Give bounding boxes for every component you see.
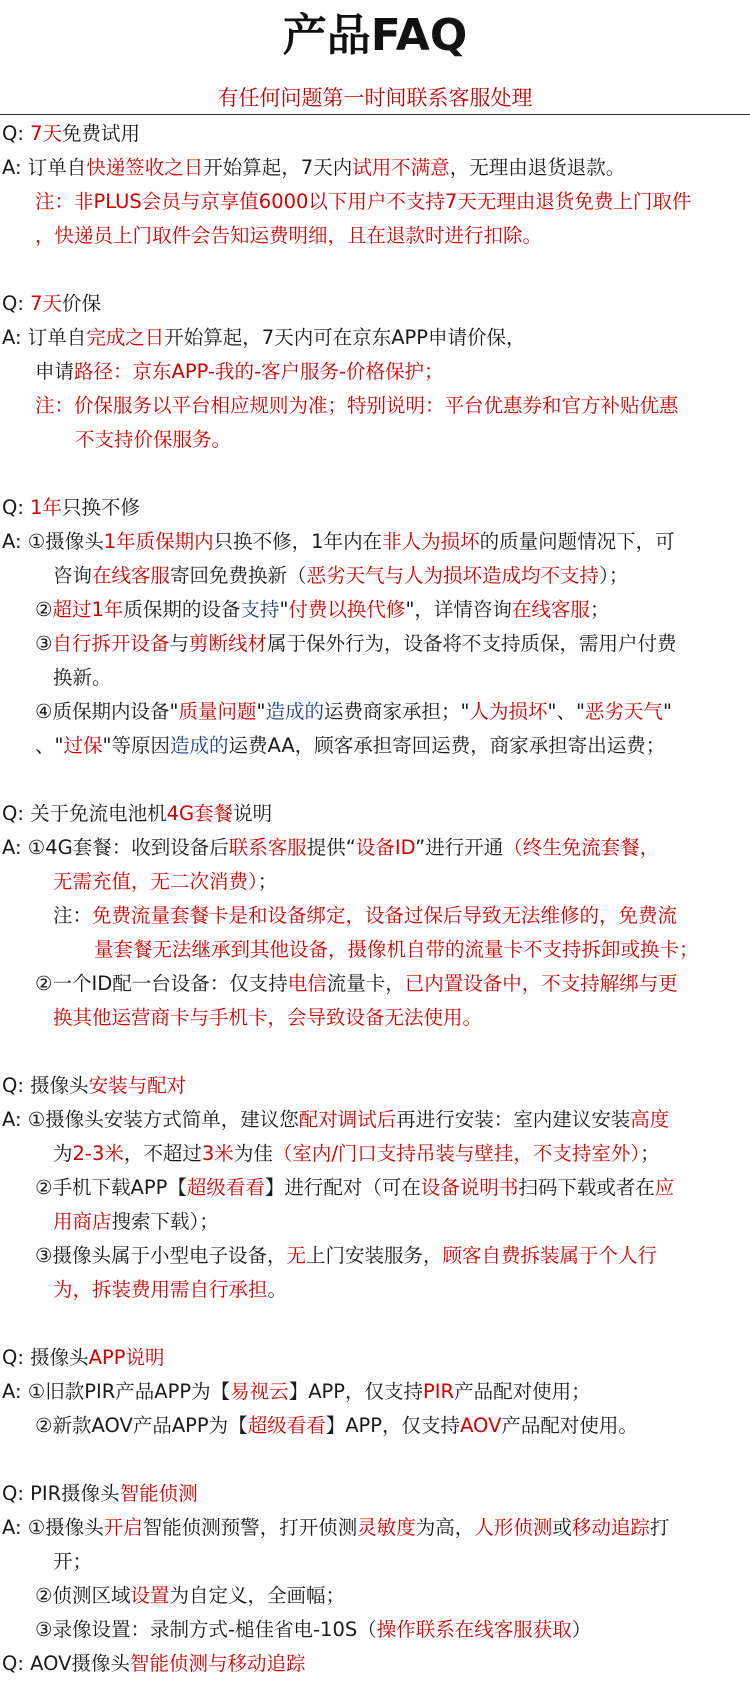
faq-line [0, 287, 740, 321]
page-subtitle: 有任何问题第一时间联系客服处理 [217, 86, 533, 110]
highlight-text: 灵敏度 [357, 1516, 416, 1539]
highlight-text: 在线客服 [511, 598, 590, 621]
highlight-text: 为，拆装费用需自行承担 [53, 1278, 268, 1301]
faq-text: 智能侦测预警，打开侦测 [142, 1516, 358, 1539]
faq-line [0, 355, 740, 389]
faq-line [0, 1375, 740, 1409]
faq-line [0, 899, 740, 933]
highlight-text: 应 [654, 1176, 675, 1199]
faq-text: "等原因 [102, 734, 170, 757]
spacer [0, 1307, 740, 1341]
faq-text: Q: 摄像头 [2, 1346, 89, 1369]
faq-text: " [662, 700, 672, 723]
faq-text: ） [571, 1618, 592, 1641]
faq-line [0, 1341, 740, 1375]
faq-text: ； [589, 598, 610, 621]
faq-line [0, 151, 740, 185]
faq-text: ③录像设置：录制方式-槌佳省电-10S（ [35, 1618, 377, 1641]
highlight-text: 7天 [30, 292, 63, 315]
faq-text: 开； [53, 1550, 93, 1573]
faq-line [0, 729, 740, 763]
highlight-text: 在线客服 [92, 564, 171, 587]
faq-text: ③摄像头属于小型电子设备， [35, 1244, 287, 1267]
highlight-text: 试用不满意 [352, 156, 450, 179]
highlight-text: PIR [423, 1380, 455, 1403]
faq-text: 只换不修 [62, 496, 141, 519]
accent-text: 支持 [240, 598, 280, 621]
highlight-text: 注：价保服务以平台相应规则为准；特别说明：平台优惠券和官方补贴优惠 [35, 394, 679, 417]
faq-text: 再进行安装：室内建议安装 [396, 1108, 631, 1131]
spacer [0, 457, 740, 491]
faq-text: A: ①摄像头安装方式简单，建议您 [2, 1108, 299, 1131]
faq-text: 提供“ [306, 836, 356, 859]
faq-line [0, 491, 740, 525]
faq-text: ②侦测区域 [35, 1584, 131, 1607]
highlight-text: 路径：京东APP-我的-客户服务-价格保护； [74, 360, 444, 383]
faq-text: A: 订单自 [2, 156, 87, 179]
faq-text: ②手机下载APP【 [35, 1176, 187, 1199]
highlight-text: 设备ID [355, 836, 416, 859]
faq-text: 咨询 [53, 564, 93, 587]
highlight-text: 恶劣天气与人为损坏造成均不支持 [306, 564, 600, 587]
highlight-text: 3米 [201, 1142, 234, 1165]
faq-line [0, 1069, 740, 1103]
highlight-text: 不支持价保服务。 [75, 428, 232, 451]
faq-line [0, 1001, 740, 1035]
highlight-text: 智能侦测与移动追踪 [129, 1652, 306, 1675]
faq-text: ，不超过 [123, 1142, 202, 1165]
faq-line [0, 423, 740, 457]
faq-text: 为高， [415, 1516, 475, 1539]
faq-line [0, 1613, 740, 1647]
faq-line [0, 321, 740, 355]
faq-text: 质保期的设备 [123, 598, 241, 621]
faq-text: 打 [649, 1516, 670, 1539]
highlight-text: 4G套餐 [166, 802, 234, 825]
highlight-text: 配对调试后 [298, 1108, 397, 1131]
faq-text: ②新款AOV产品APP为【 [35, 1414, 248, 1437]
faq-line [0, 117, 740, 151]
faq-text: 运费商家承担；" [323, 700, 470, 723]
highlight-text: 联系客服 [228, 836, 307, 859]
faq-text: 、" [35, 734, 64, 757]
faq-line [0, 933, 740, 967]
faq-line [0, 1103, 740, 1137]
faq-line [0, 797, 740, 831]
faq-text: Q: [2, 292, 31, 315]
faq-line [0, 1409, 740, 1443]
faq-text: A: ①摄像头 [2, 1516, 104, 1539]
faq-line [0, 559, 740, 593]
highlight-text: 剪断线材 [189, 632, 268, 655]
faq-text: Q: [2, 496, 31, 519]
faq-text: ③ [35, 632, 53, 655]
faq-text: 寄回免费换新（ [170, 564, 307, 587]
faq-text: " [256, 700, 266, 723]
faq-line [0, 1273, 740, 1307]
faq-line [0, 1545, 740, 1579]
faq-text: 换新。 [53, 666, 112, 689]
highlight-text: 操作联系在线客服获取 [376, 1618, 572, 1641]
faq-text: 运费AA，顾客承担寄回运费，商家承担寄出运费； [228, 734, 666, 757]
highlight-text: 超过1年 [52, 598, 124, 621]
highlight-text: 非人为损坏 [382, 530, 480, 553]
highlight-text: 过保 [63, 734, 103, 757]
highlight-text: 质量问题 [178, 700, 257, 723]
highlight-text: 电信 [287, 972, 327, 995]
highlight-text: 智能侦测 [119, 1482, 198, 1505]
faq-line [0, 627, 740, 661]
faq-line [0, 865, 740, 899]
highlight-text: 免费流量套餐卡是和设备绑定，设备过保后导致无法维修的，免费流 [92, 904, 678, 927]
accent-text: 造成的 [169, 734, 229, 757]
faq-text: 为 [53, 1142, 73, 1165]
faq-text: 或 [552, 1516, 572, 1539]
faq-text: 开始算起，7天内可在京东APP申请价保， [164, 326, 526, 349]
faq-text: Q: 关于免流电池机 [2, 802, 167, 825]
faq-text: 】APP，仅支持 [325, 1414, 461, 1437]
faq-text: " [279, 598, 289, 621]
faq-text: 。 [267, 1278, 288, 1301]
faq-line [0, 1477, 740, 1511]
highlight-text: 移动追踪 [571, 1516, 650, 1539]
faq-text: 注： [53, 904, 93, 927]
highlight-text: （室内/门口支持吊装与壁挂，不支持室外） [272, 1142, 641, 1165]
spacer [0, 253, 740, 287]
highlight-text: APP说明 [88, 1346, 165, 1369]
faq-text: 为佳 [233, 1142, 273, 1165]
faq-text: "，详情咨询 [405, 598, 512, 621]
accent-text: 造成的 [265, 700, 324, 723]
faq-text: 上门安装服务， [306, 1244, 443, 1267]
faq-text: Q: AOV摄像头 [2, 1652, 130, 1675]
faq-line [0, 1205, 740, 1239]
faq-line [0, 695, 740, 729]
faq-line [0, 593, 740, 627]
faq-line [0, 1239, 740, 1273]
highlight-text: 量套餐无法继承到其他设备，摄像机自带的流量卡不支持拆卸或换卡； [94, 938, 699, 961]
spacer [0, 1035, 740, 1069]
faq-line [0, 525, 740, 559]
highlight-text: 易视云 [230, 1380, 289, 1403]
highlight-text: 快递签收之日 [86, 156, 204, 179]
highlight-text: 超级看看 [247, 1414, 326, 1437]
spacer [0, 1443, 740, 1477]
faq-text: ②一个ID配一台设备：仅支持 [35, 972, 288, 995]
highlight-text: 付费以换代修 [288, 598, 406, 621]
faq-text: 申请 [35, 360, 75, 383]
faq-text: 只换不修，1年内在 [213, 530, 383, 553]
highlight-text: 注：非PLUS会员与京享值6000以下用户不支持7天无理由退货免费上门取件 [35, 190, 692, 213]
highlight-text: 设备说明书 [420, 1176, 519, 1199]
highlight-text: 无需充值，无二次消费） [53, 870, 258, 893]
page-title: 产品FAQ [282, 10, 468, 61]
faq-text: A: ①旧款PIR产品APP为【 [2, 1380, 231, 1403]
faq-text: ，无理由退货退款。 [449, 156, 626, 179]
faq-content [0, 115, 750, 1681]
faq-text: 产品配对使用； [454, 1380, 591, 1403]
faq-line [0, 185, 740, 219]
highlight-text: 顾客自费拆装属于个人行 [442, 1244, 658, 1267]
highlight-text: （终生免流套餐， [503, 836, 660, 859]
faq-text: Q: PIR摄像头 [2, 1482, 120, 1505]
faq-text: A: ①摄像头 [2, 530, 104, 553]
highlight-text: 换其他运营商卡与手机卡，会导致设备无法使用。 [53, 1006, 483, 1029]
faq-text: 说明 [233, 802, 273, 825]
faq-text: 的质量问题情况下，可 [479, 530, 675, 553]
faq-text: "、" [547, 700, 585, 723]
faq-line [0, 1647, 740, 1681]
faq-line [0, 661, 740, 695]
faq-text: Q: [2, 122, 31, 145]
faq-text: 】APP，仅支持 [288, 1380, 424, 1403]
highlight-text: 1年质保期内 [103, 530, 214, 553]
highlight-text: 无 [286, 1244, 306, 1267]
highlight-text: 7天 [30, 122, 63, 145]
highlight-text: 人为损坏 [469, 700, 548, 723]
highlight-text: 用商店 [53, 1210, 112, 1233]
faq-text: 】进行配对（可在 [264, 1176, 421, 1199]
highlight-text: 高度 [630, 1108, 670, 1131]
faq-text: 扫码下载或者在 [518, 1176, 655, 1199]
faq-line [0, 1511, 740, 1545]
faq-line [0, 1171, 740, 1205]
highlight-text: 超级看看 [186, 1176, 265, 1199]
faq-text: A: 订单自 [2, 326, 87, 349]
faq-text: ② [35, 598, 53, 621]
faq-text: 与 [169, 632, 190, 655]
faq-text: A: ①4G套餐：收到设备后 [2, 836, 229, 859]
faq-text: 流量卡， [326, 972, 405, 995]
highlight-text: ，快递员上门取件会告知运费明细，且在退款时进行扣除。 [35, 224, 543, 247]
faq-text: 搜索下载）； [111, 1210, 219, 1233]
faq-text: ； [257, 870, 278, 893]
faq-text: Q: 摄像头 [2, 1074, 89, 1097]
faq-text: ④质保期内设备" [35, 700, 179, 723]
highlight-text: 恶劣天气 [584, 700, 663, 723]
faq-text: 产品配对使用。 [501, 1414, 638, 1437]
faq-text: 开始算起，7天内 [203, 156, 353, 179]
faq-text: ）； [599, 564, 629, 587]
highlight-text: 人形侦测 [474, 1516, 553, 1539]
highlight-text: 1年 [30, 496, 63, 519]
faq-line [0, 389, 740, 423]
highlight-text: 已内置设备中，不支持解绑与更 [404, 972, 678, 995]
faq-line [0, 1137, 740, 1171]
faq-text: 为自定义，全画幅； [169, 1584, 346, 1607]
faq-text: 属于保外行为，设备将不支持质保，需用户付费 [267, 632, 677, 655]
faq-line [0, 831, 740, 865]
highlight-text: 安装与配对 [88, 1074, 187, 1097]
faq-line [0, 1579, 740, 1613]
faq-text: ”进行开通 [415, 836, 504, 859]
faq-text: 免费试用 [62, 122, 141, 145]
faq-text: ； [640, 1142, 660, 1165]
faq-text: 价保 [62, 292, 102, 315]
highlight-text: 开启 [103, 1516, 143, 1539]
highlight-text: 自行拆开设备 [52, 632, 170, 655]
highlight-text: 2-3米 [72, 1142, 124, 1165]
highlight-text: 完成之日 [86, 326, 165, 349]
faq-line [0, 219, 740, 253]
highlight-text: 设置 [130, 1584, 170, 1607]
spacer [0, 763, 740, 797]
faq-line [0, 967, 740, 1001]
highlight-text: AOV [460, 1414, 502, 1437]
